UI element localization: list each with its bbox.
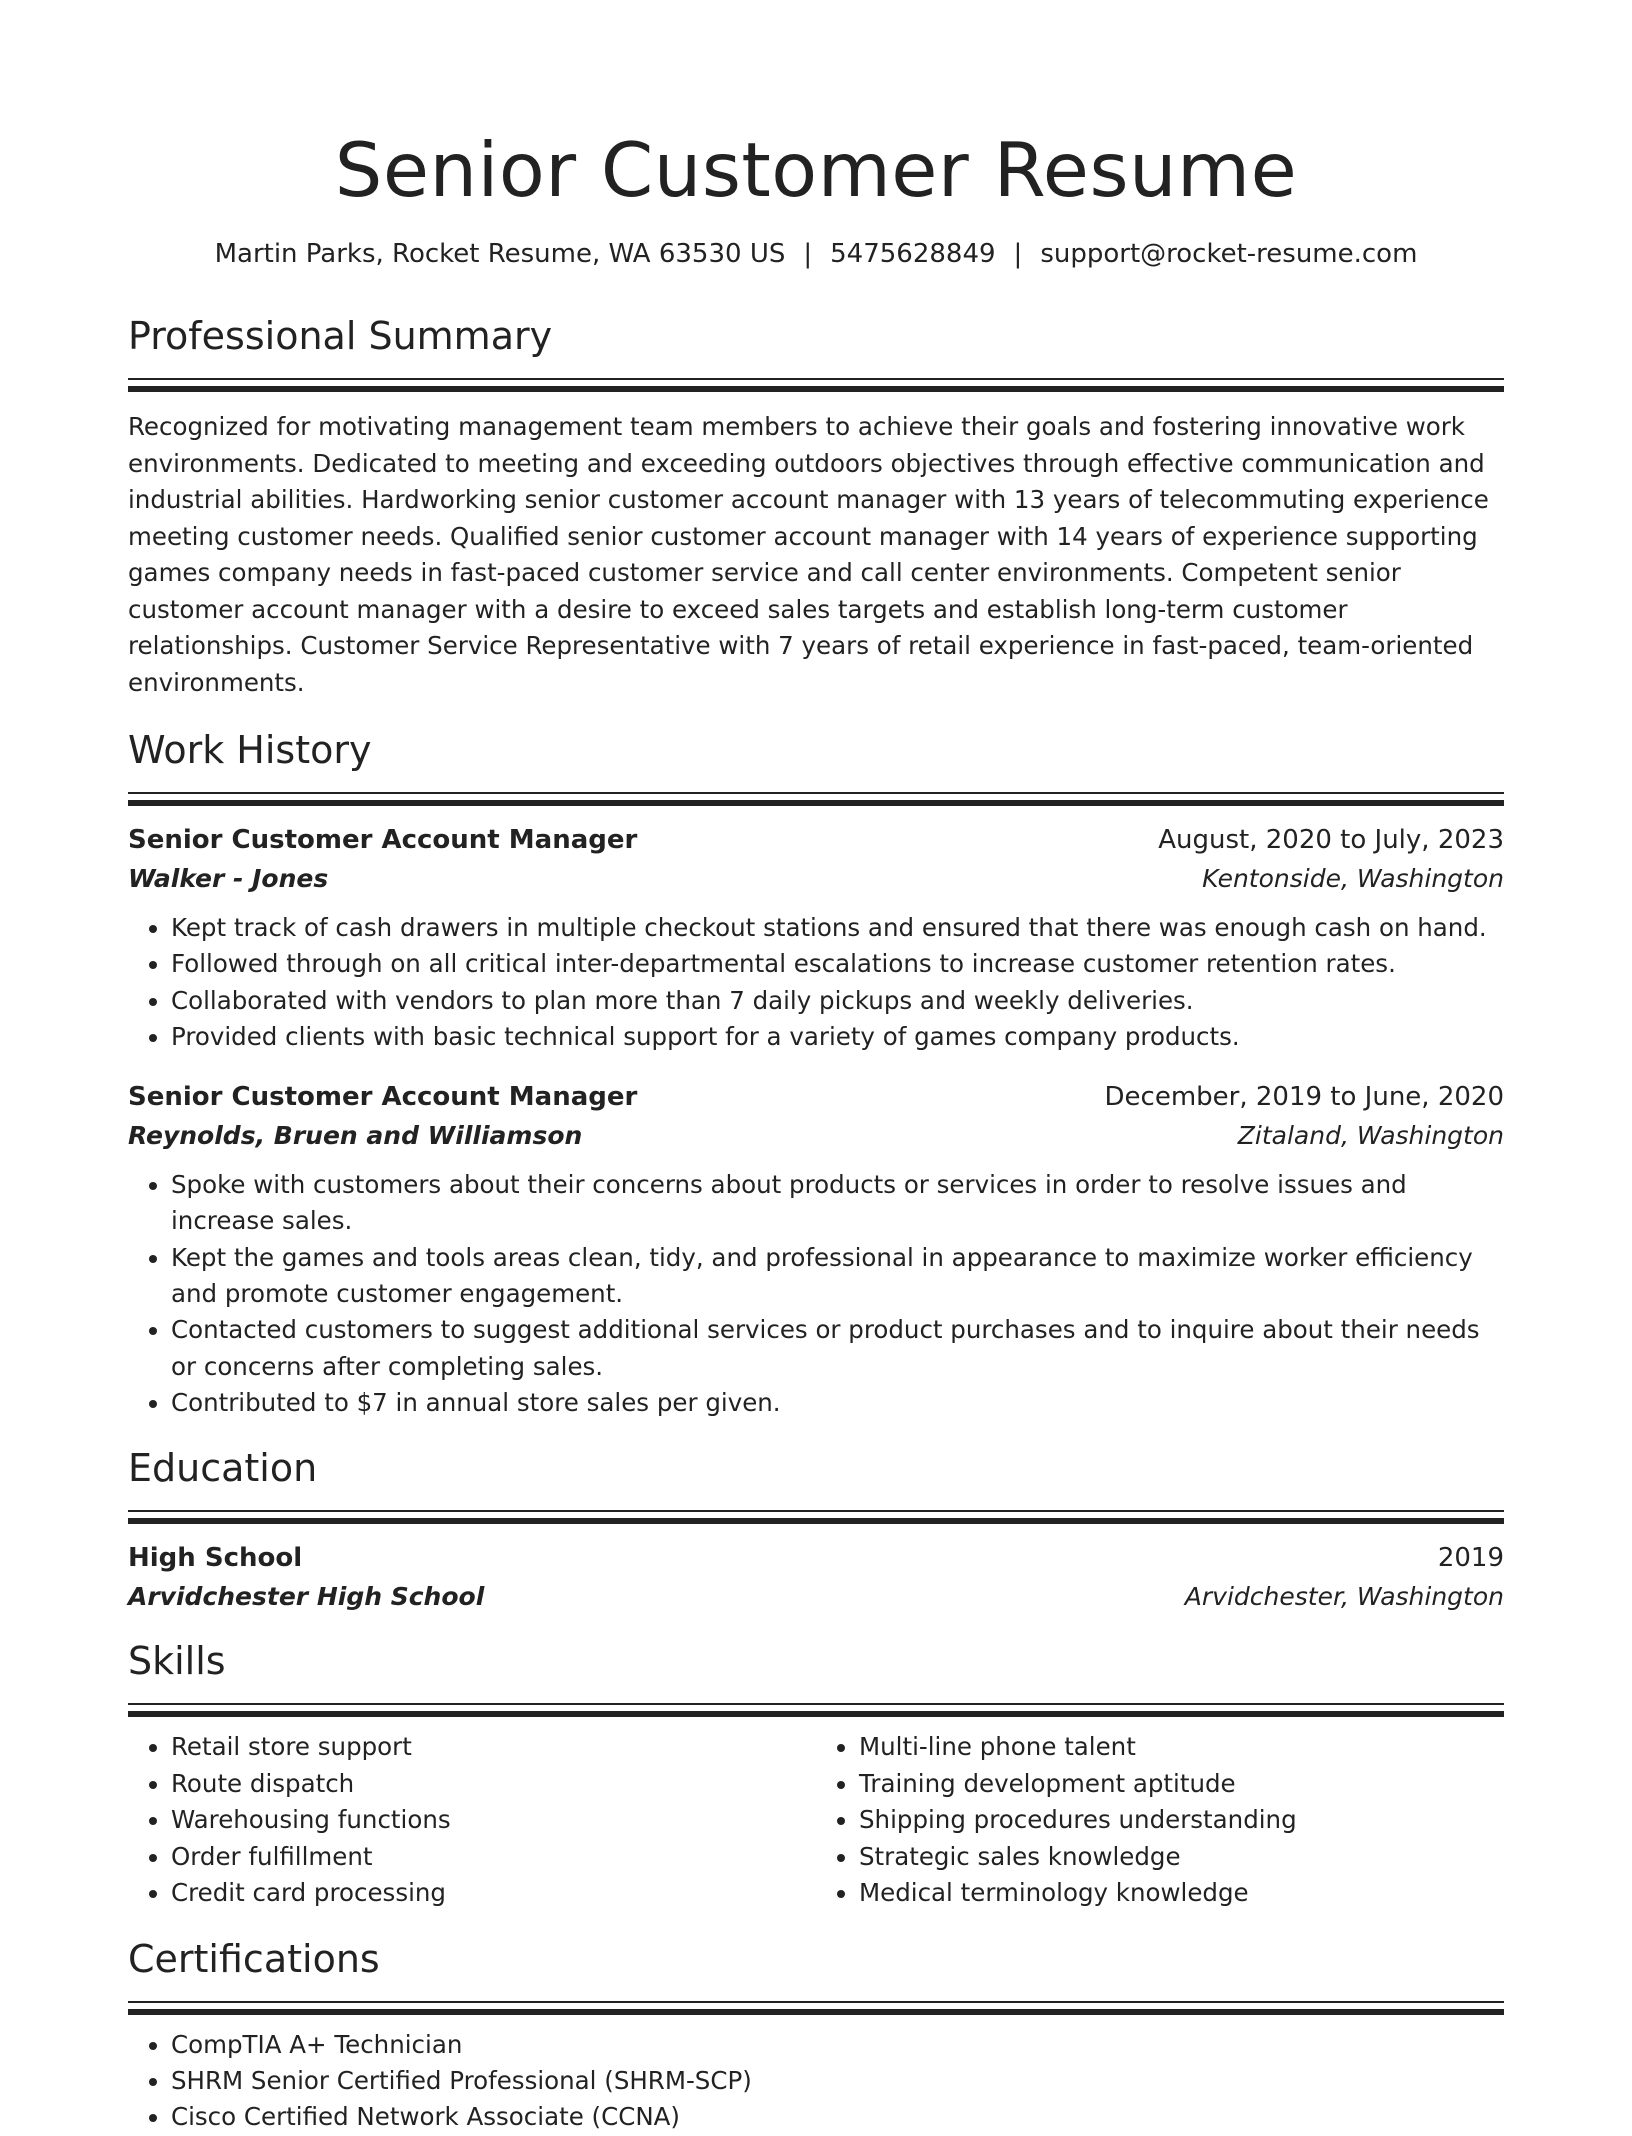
section-title-summary: Professional Summary: [128, 314, 553, 358]
job-title: Senior Customer Account Manager: [128, 825, 638, 855]
job-company: Walker - Jones: [128, 864, 329, 893]
list-item: • Retail store support: [171, 1729, 816, 1766]
job-title: Senior Customer Account Manager: [128, 1082, 638, 1113]
section-title-skills: Skills: [128, 1639, 226, 1684]
skills-list-left: [128, 1729, 816, 1912]
list-item: • Order fulfillment: [171, 1839, 816, 1876]
section-title-certifications: Certifications: [128, 1936, 380, 1981]
job-company: Reynolds, Bruen and Williamson: [128, 1121, 583, 1151]
resume-title: Senior Customer Resume: [334, 126, 1298, 214]
job-location: Kentonside, Washington: [1202, 864, 1504, 893]
list-item: • Warehousing functions: [171, 1802, 816, 1839]
section-divider: [128, 1703, 1504, 1717]
list-item: • Collaborated with vendors to plan more than 7 daily pickups and weekly deliveries.: [171, 983, 1504, 1019]
summary-text: Recognized for motivating management team members to achieve their goals and fostering innovative work environments. Dedicated to meeting and exceeding outdoors objectives through effective communication and industrial abilities. Hardworking senior customer account manager with 13 years of telecommuting experience meeting customer needs. Qualified senior customer account manager with 14 years of experience supporting games company needs in fast-paced customer service and call center environments. Competent senior customer account manager with a desire to exceed sales targets and establish long-term customer relationships. Customer Service Representative with 7 years of retail experience in fast-paced, team-oriented environments.: [128, 412, 1489, 697]
contact-email: support@rocket-resume.com: [1040, 239, 1418, 269]
list-item: • Followed through on all critical inter-departmental escalations to increase customer retention rates.: [171, 946, 1504, 982]
education-school: Arvidchester High School: [128, 1582, 485, 1612]
education-entry: [128, 1538, 1504, 1616]
section-divider: [128, 1510, 1504, 1524]
job-dates: December, 2019 to June, 2020: [1104, 1082, 1504, 1113]
list-item: • SHRM Senior Certified Professional (SHRM-SCP): [171, 2063, 1504, 2099]
job-bullets: [128, 910, 1504, 1055]
list-item: • Kept the games and tools areas clean, tidy, and professional in appearance to maximize worker efficiency and promote customer engagement.: [171, 1240, 1504, 1313]
contact-separator: |: [1013, 239, 1023, 269]
summary-section: [128, 311, 1504, 701]
education-section: [128, 1443, 1504, 1616]
job-dates: August, 2020 to July, 2023: [1158, 825, 1504, 855]
job-bullets: [128, 1167, 1504, 1421]
list-item: • Medical terminology knowledge: [859, 1875, 1504, 1912]
section-divider: [128, 378, 1504, 392]
section-divider: [128, 792, 1504, 806]
job-location: Zitaland, Washington: [1237, 1121, 1504, 1151]
job-entry: [128, 820, 1504, 1055]
certifications-list: [128, 2027, 1504, 2136]
list-item: • Route dispatch: [171, 1766, 816, 1803]
section-title-education: Education: [128, 1446, 318, 1491]
list-item: • Spoke with customers about their concerns about products or services in order to resolve issues and increase sales.: [171, 1167, 1504, 1240]
list-item: • Shipping procedures understanding: [859, 1802, 1504, 1839]
list-item: • Contacted customers to suggest additional services or product purchases and to inquire about their needs or concerns after completing sales.: [171, 1312, 1504, 1385]
list-item: • Multi-line phone talent: [859, 1729, 1504, 1766]
contact-phone: 5475628849: [830, 239, 996, 269]
skills-grid: [128, 1729, 1504, 1912]
section-title-work-history: Work History: [128, 728, 372, 772]
list-item: • Credit card processing: [171, 1875, 816, 1912]
skills-list-right: [816, 1729, 1504, 1912]
list-item: • Provided clients with basic technical support for a variety of games company products.: [171, 1019, 1504, 1055]
list-item: • Kept track of cash drawers in multiple checkout stations and ensured that there was enough cash on hand.: [171, 910, 1504, 946]
list-item: • Cisco Certified Network Associate (CCNA): [171, 2099, 1504, 2135]
list-item: • Training development aptitude: [859, 1766, 1504, 1803]
list-item: • CompTIA A+ Technician: [171, 2027, 1504, 2063]
job-entry: [128, 1077, 1504, 1421]
section-divider: [128, 2001, 1504, 2015]
education-year: 2019: [1437, 1543, 1504, 1574]
certifications-section: [128, 1934, 1504, 2136]
list-item: • Strategic sales knowledge: [859, 1839, 1504, 1876]
contact-address: Martin Parks, Rocket Resume, WA 63530 US: [214, 239, 786, 269]
education-degree: High School: [128, 1543, 303, 1574]
work-history-section: [128, 725, 1504, 1421]
list-item: • Contributed to $7 in annual store sales per given.: [171, 1385, 1504, 1421]
contact-separator: |: [803, 239, 813, 269]
education-location: Arvidchester, Washington: [1184, 1582, 1504, 1612]
skills-section: [128, 1636, 1504, 1912]
contact-line: [128, 236, 1504, 272]
